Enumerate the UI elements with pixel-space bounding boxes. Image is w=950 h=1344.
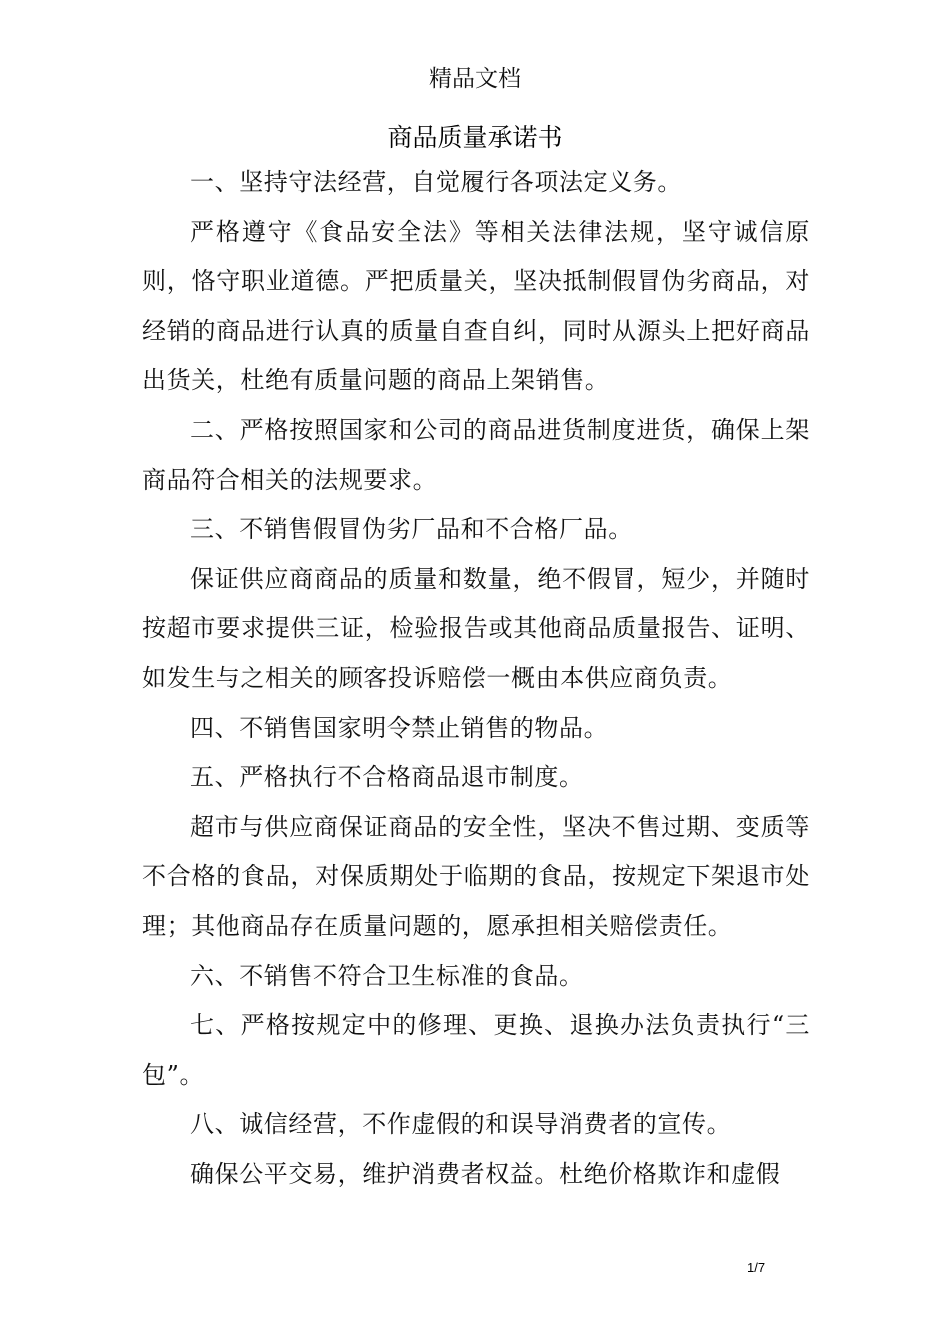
paragraph-7: 五、严格执行不合格商品退市制度。 [190, 763, 584, 792]
paragraph-1: 一、坚持守法经营，自觉履行各项法定义务。 [190, 168, 682, 196]
paragraph-3: 二、严格按照国家和公司的商品进货制度进货，确保上架商品符合相关的法规要求。 [142, 415, 810, 494]
paragraph-5: 保证供应商商品的质量和数量，绝不假冒，短少，并随时按超市要求提供三证，检验报告或其他商品质量报告、证明、如发生与之相关的顾客投诉赔偿一概由本供应商负责。 [142, 564, 810, 692]
document-title: 商品质量承诺书 [387, 123, 563, 152]
document-body [142, 158, 810, 1199]
paragraph-10: 七、严格按规定中的修理、更换、退换办法负责执行“三包”。 [142, 1011, 810, 1089]
page-number: 1/7 [747, 1260, 766, 1275]
paragraph-12: 确保公平交易，维护消费者权益。杜绝价格欺诈和虚假 [190, 1159, 781, 1188]
paragraph-2: 严格遵守《食品安全法》等相关法律法规，坚守诚信原则，恪守职业道德。严把质量关，坚决抵制假冒伪劣商品，对经销的商品进行认真的质量自查自纠，同时从源头上把好商品出货关，杜绝有质量问题的商品上架销售。 [142, 217, 810, 395]
paragraph-9: 六、不销售不符合卫生标准的食品。 [190, 961, 584, 990]
page-header: 精品文档 [429, 66, 521, 92]
paragraph-11: 八、诚信经营，不作虚假的和误导消费者的宣传。 [190, 1110, 732, 1139]
paragraph-6: 四、不销售国家明令禁止销售的物品。 [190, 713, 609, 742]
paragraph-8: 超市与供应商保证商品的安全性，坚决不售过期、变质等不合格的食品，对保质期处于临期的食品，按规定下架退市处理；其他商品存在质量问题的，愿承担相关赔偿责任。 [142, 812, 810, 940]
paragraph-4: 三、不销售假冒伪劣厂品和不合格厂品。 [190, 515, 633, 544]
